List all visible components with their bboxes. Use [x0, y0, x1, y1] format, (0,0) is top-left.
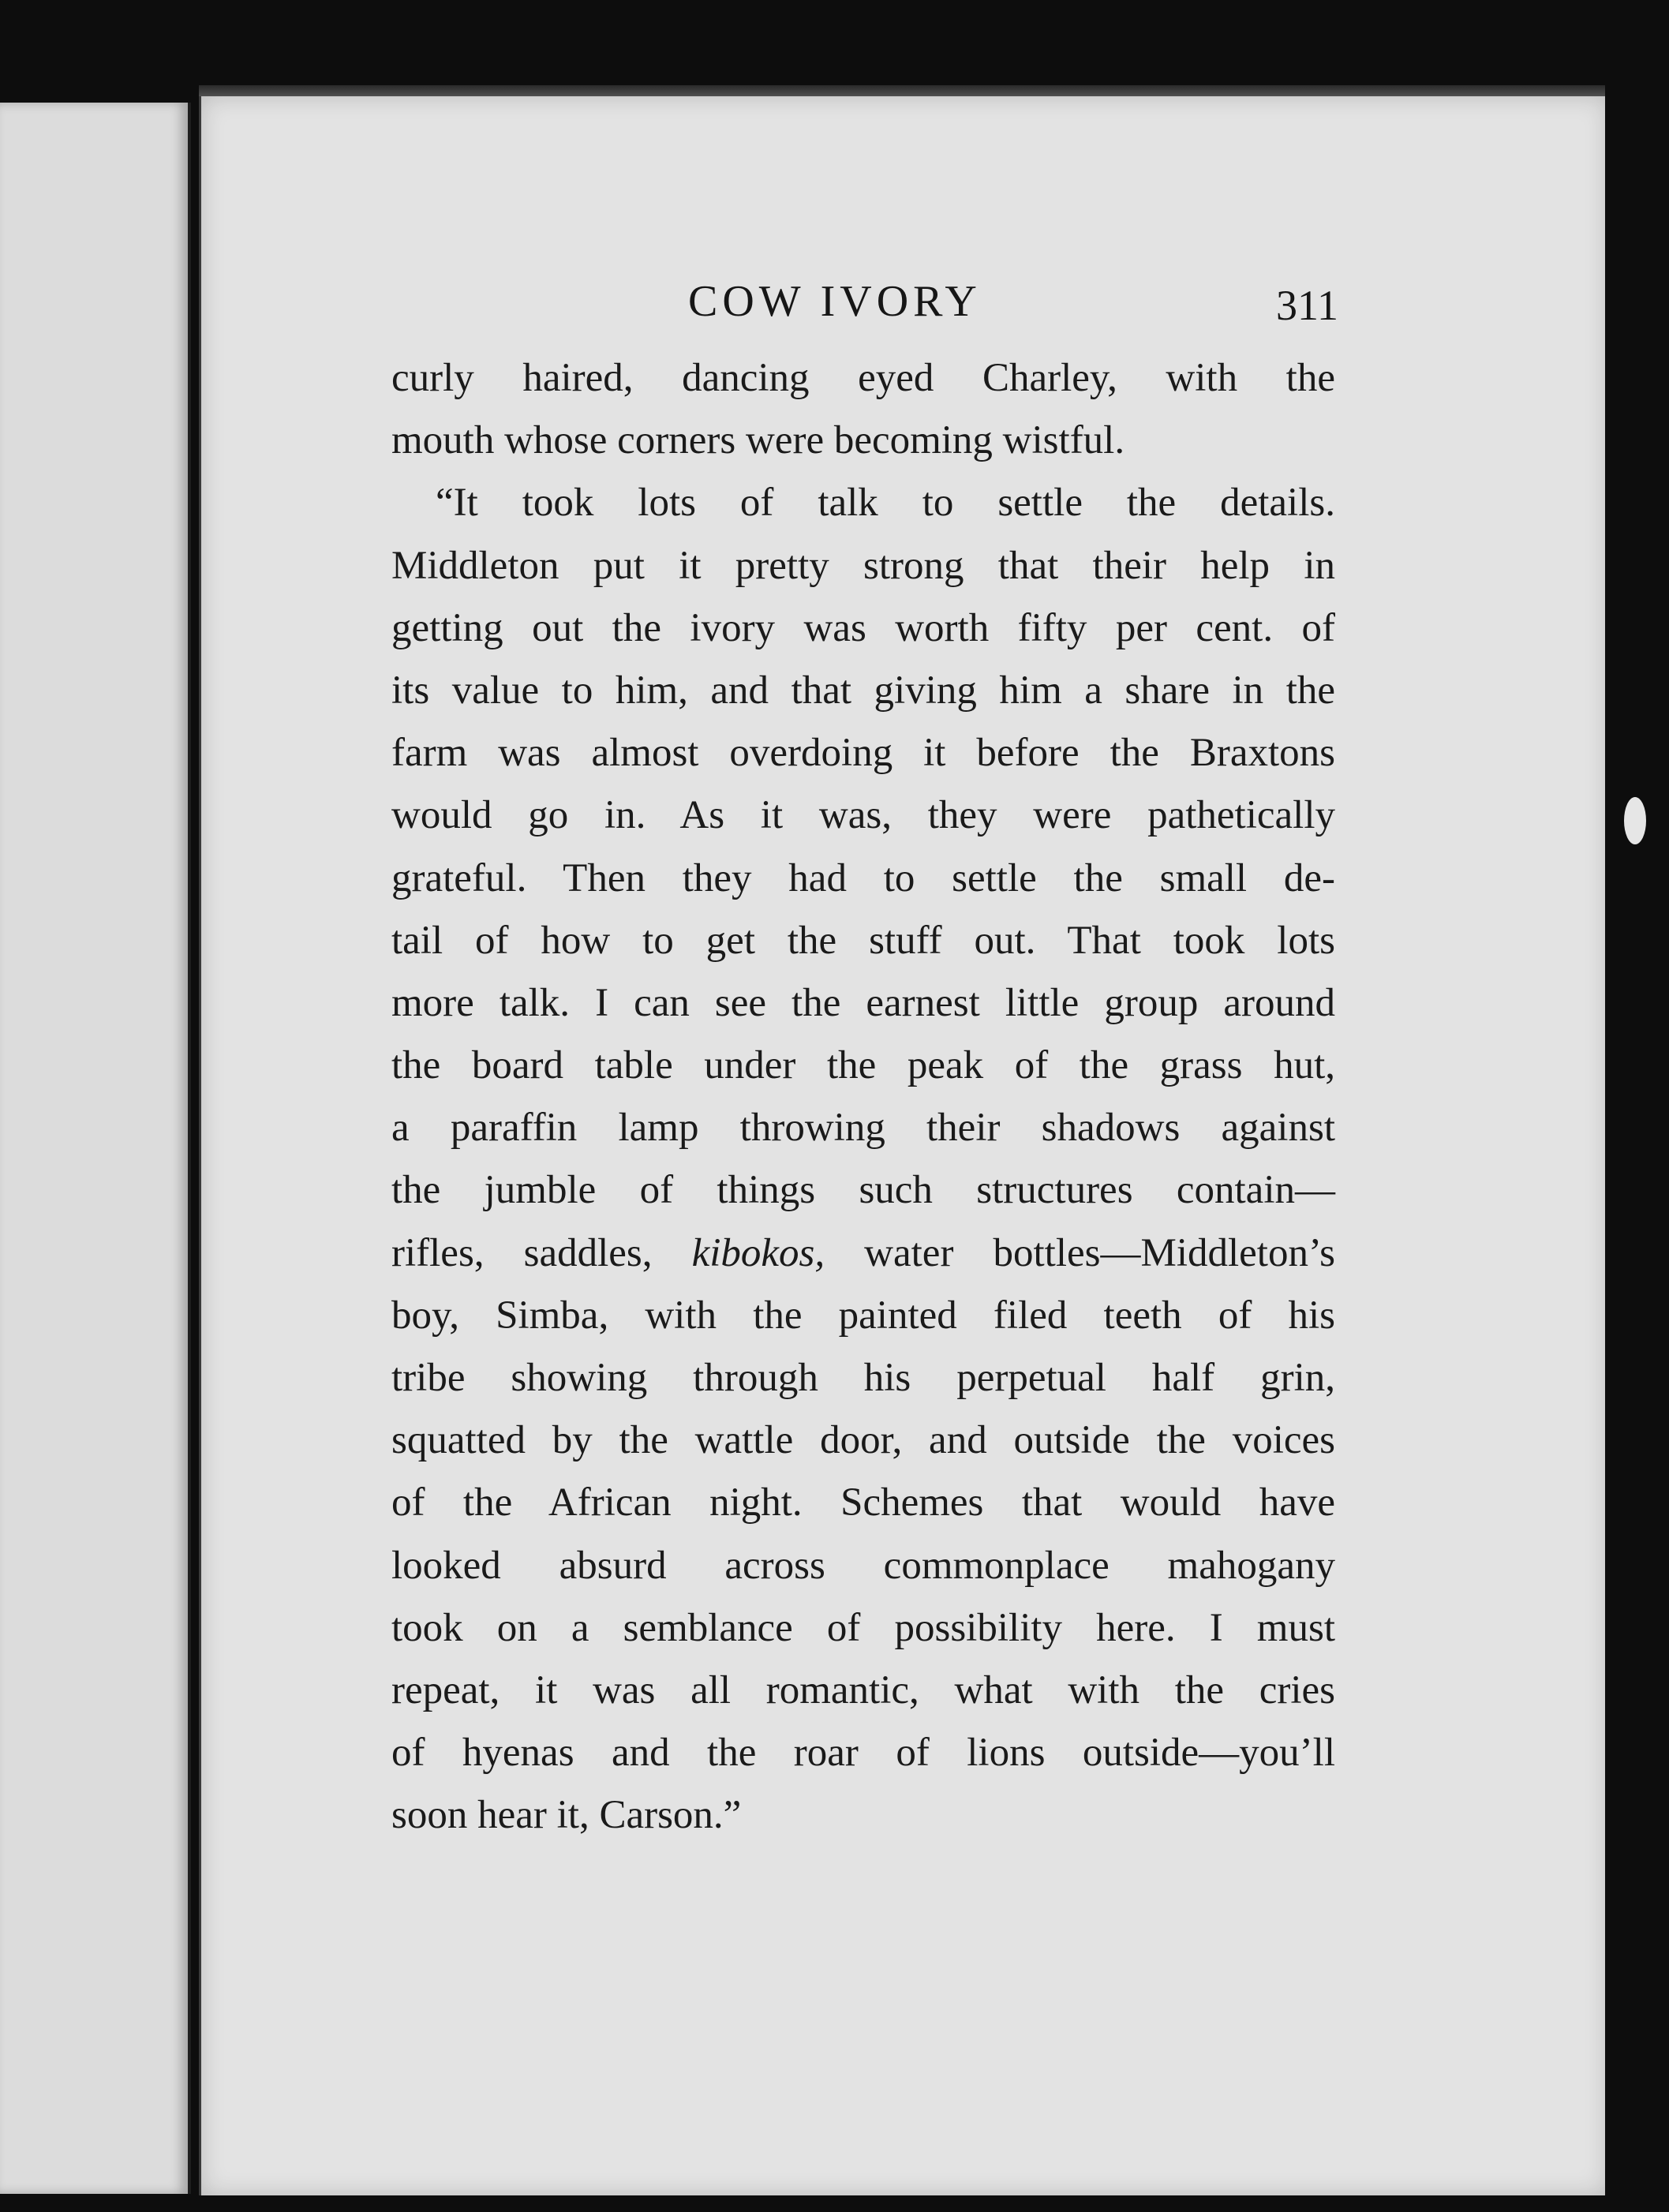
right-margin-dark [1605, 96, 1669, 2212]
text-line: tail of how to get the stuff out. That took lots [391, 918, 1335, 963]
text-line: curly haired, dancing eyed Charley, with the [391, 356, 1335, 400]
text-line: soon hear it, Carson.” [391, 1793, 742, 1838]
text-line: grateful. Then they had to settle the small de- [391, 855, 1335, 900]
text-line: the jumble of things such structures contain— [391, 1168, 1335, 1213]
text-line: looked absurd across commonplace mahogany [391, 1543, 1335, 1588]
body-text [391, 347, 1335, 1847]
text-line: mouth whose corners were becoming wistful. [391, 418, 1125, 463]
text-segment: water bottles—Middleton’s [825, 1230, 1335, 1275]
text-line: Middleton put it pretty strong that their help in [391, 543, 1335, 588]
text-line: would go in. As it was, they were pathetically [391, 793, 1335, 838]
facing-page-edge [0, 103, 191, 2194]
text-line: boy, Simba, with the painted filed teeth of his [391, 1293, 1335, 1338]
running-title: COW IVORY [688, 277, 982, 326]
page-number: 311 [1276, 282, 1338, 329]
text-line: “It took lots of talk to settle the details. [436, 481, 1335, 526]
text-line: of hyenas and the roar of lions outside—you’ll [391, 1731, 1335, 1776]
text-line: getting out the ivory was worth fifty per cent. of [391, 605, 1335, 650]
text-segment: rifles, saddles, [391, 1230, 692, 1275]
text-line: the board table under the peak of the grass hut, [391, 1043, 1335, 1088]
page-header [391, 260, 1338, 339]
text-line: of the African night. Schemes that would have [391, 1480, 1335, 1525]
text-line: farm was almost overdoing it before the Braxtons [391, 731, 1335, 776]
text-line: more talk. I can see the earnest little group around [391, 980, 1335, 1025]
text-line: a paraffin lamp throwing their shadows against [391, 1106, 1335, 1151]
text-line: squatted by the wattle door, and outside the voices [391, 1418, 1335, 1463]
text-line: repeat, it was all romantic, what with the cries [391, 1667, 1335, 1712]
binding-hole-mark [1624, 797, 1646, 844]
italic-term: kibokos, [691, 1230, 825, 1275]
text-line: took on a semblance of possibility here. I must [391, 1605, 1335, 1650]
text-line: tribe showing through his perpetual half grin, [391, 1356, 1335, 1400]
text-line-with-italic [391, 1222, 1335, 1285]
text-line: its value to him, and that giving him a share in the [391, 668, 1335, 713]
